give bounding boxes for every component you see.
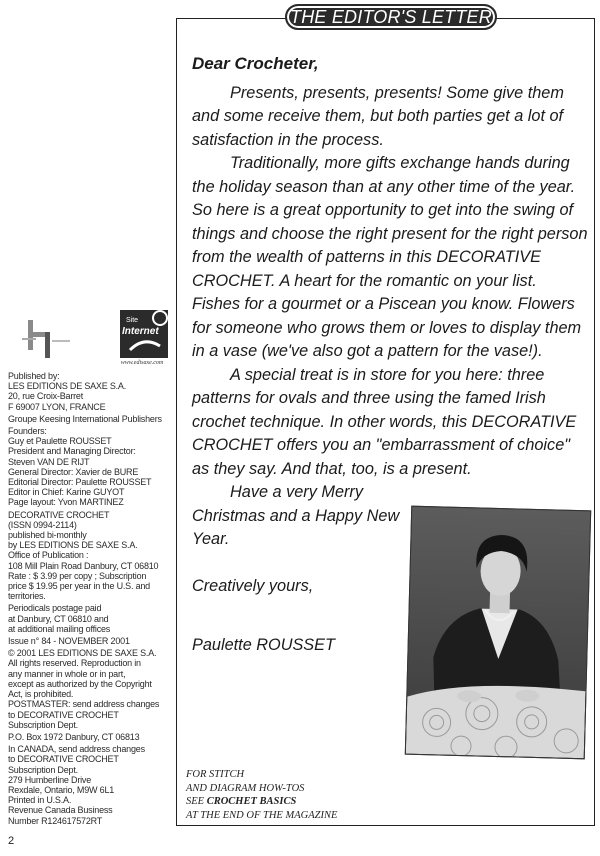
- imprint-line: LES EDITIONS DE SAXE S.A.: [8, 381, 127, 392]
- imprint-line: Issue n° 84 - NOVEMBER 2001: [8, 636, 130, 647]
- imprint-line: General Director: Xavier de BURE: [8, 466, 139, 477]
- website-caption: www.edisaxe.com: [120, 360, 164, 366]
- imprint-line: Subscription Dept.: [8, 719, 78, 730]
- imprint-block: [8, 510, 176, 602]
- note-line-2: AND DIAGRAM HOW-TOS: [186, 782, 305, 794]
- imprint-line: 20, rue Croix-Barret: [8, 391, 84, 402]
- imprint-line: Editor in Chief: Karine GUYOT: [8, 487, 125, 498]
- crochet-basics-link: CROCHET BASICS: [206, 796, 297, 808]
- editor-photo: [405, 506, 591, 760]
- salutation: Dear Crocheter,: [192, 54, 319, 73]
- imprint-line: In CANADA, send address changes: [8, 744, 145, 755]
- imprint-line: at additional mailing offices: [8, 623, 111, 634]
- imprint-block: [8, 426, 176, 508]
- imprint-line: Periodicals postage paid: [8, 603, 102, 614]
- imprint-line: Editorial Director: Paulette ROUSSET: [8, 477, 152, 488]
- imprint-line: at Danbury, CT 06810 and: [8, 613, 109, 624]
- holiday-wish: Have a very Merry Christmas and a Happy New Year.: [192, 483, 400, 548]
- letter-paragraph-1: Presents, presents, presents! Some give them and some receive them, but both parties get a lot of satisfaction in the process.: [192, 83, 564, 149]
- imprint-line: Printed in U.S.A.: [8, 795, 72, 806]
- imprint-line: territories.: [8, 591, 46, 602]
- imprint-line: except as authorized by the Copyright: [8, 678, 152, 689]
- imprint-line: © 2001 LES EDITIONS DE SAXE S.A.: [8, 648, 157, 659]
- net-site-text: Site: [126, 317, 139, 324]
- imprint-line: Guy et Paulette ROUSSET: [8, 436, 112, 447]
- net-label-text: Internet: [122, 326, 159, 337]
- imprint-line: by LES EDITIONS DE SAXE S.A.: [8, 540, 138, 551]
- imprint-line: POSTMASTER: send address changes: [8, 699, 160, 710]
- letter-paragraph-3: A special treat is in store for you here: three patterns for ovals and three using the famed Irish crochet technique. In other words, this DECORATIVE CROCHET offers you an "embarrassment of choice" as they say. And that, too, is a present.: [192, 365, 577, 478]
- imprint-line: Subscription Dept.: [8, 764, 78, 775]
- publisher-imprint: [8, 371, 176, 828]
- imprint-block: [8, 648, 176, 730]
- closing-line: Creatively yours,: [192, 576, 314, 595]
- imprint-block: [8, 414, 176, 424]
- note-line-4: AT THE END OF THE MAGAZINE: [186, 809, 338, 821]
- imprint-line: 279 Humberline Drive: [8, 774, 92, 785]
- imprint-line: to DECORATIVE CROCHET: [8, 754, 119, 765]
- imprint-line: Published by:: [8, 371, 60, 381]
- imprint-line: All rights reserved. Reproduction in: [8, 658, 141, 669]
- imprint-line: published bi-monthly: [8, 530, 87, 541]
- imprint-line: Rate : $ 3.99 per copy ; Subscription: [8, 570, 147, 581]
- imprint-line: any manner in whole or in part,: [8, 668, 126, 679]
- imprint-block: [8, 371, 176, 412]
- how-to-note: [186, 768, 446, 822]
- signature: Paulette ROUSSET: [192, 636, 335, 654]
- imprint-line: Number R124617572RT: [8, 815, 103, 826]
- imprint-line: Act, is prohibited.: [8, 689, 74, 700]
- publisher-logo: [22, 318, 72, 360]
- imprint-line: 108 Mill Plain Road Danbury, CT 06810: [8, 560, 159, 571]
- letter-paragraph-2: Traditionally, more gifts exchange hands during the holiday season than at any other time of the year. So here is a great opportunity to get into the swing of things and choose the right present for the right person from the wealth of patterns in this DECORATIVE CROCHET. A heart for the romantic on your list. Fishes for a gourmet or a Piscean you know. Flowers for someone who grows them or loves to display them in a vase (we've also got a pattern for the vase!).: [192, 154, 588, 360]
- imprint-block: [8, 744, 176, 826]
- imprint-line: Steven VAN DE RIJT: [8, 456, 90, 467]
- imprint-line: Groupe Keesing International Publishers: [8, 413, 162, 424]
- imprint-line: F 69007 LYON, FRANCE: [8, 401, 106, 412]
- imprint-line: to DECORATIVE CROCHET: [8, 709, 119, 720]
- imprint-block: [8, 732, 176, 742]
- note-line-3: [186, 795, 446, 809]
- imprint-line: Office of Publication :: [8, 550, 89, 561]
- imprint-line: DECORATIVE CROCHET: [8, 509, 110, 520]
- imprint-line: (ISSN 0994-2114): [8, 519, 77, 530]
- imprint-line: President and Managing Director:: [8, 446, 136, 457]
- imprint-line: Page layout: Yvon MARTINEZ: [8, 497, 124, 508]
- imprint-block: [8, 636, 176, 646]
- imprint-line: price $ 19.95 per year in the U.S. and: [8, 581, 150, 592]
- imprint-line: Founders:: [8, 426, 47, 437]
- imprint-line: Rexdale, Ontario, M9W 6L1: [8, 784, 115, 795]
- page-number: 2: [8, 835, 15, 847]
- imprint-line: P.O. Box 1972 Danbury, CT 06813: [8, 731, 140, 742]
- imprint-block: [8, 603, 176, 634]
- section-banner: THE EDITOR'S LETTER: [285, 4, 497, 30]
- note-see: SEE: [186, 796, 207, 808]
- note-line-1: FOR STITCH: [186, 769, 245, 780]
- internet-site-logo: [116, 306, 172, 360]
- imprint-line: Revenue Canada Business: [8, 805, 113, 816]
